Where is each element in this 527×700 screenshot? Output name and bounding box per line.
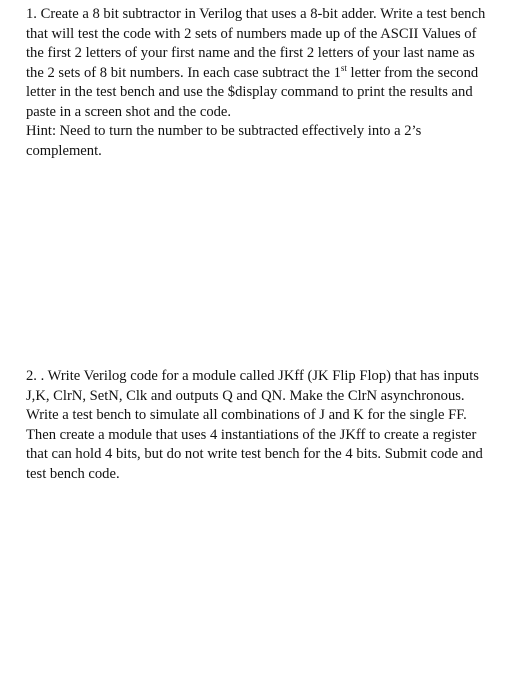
question-2 — [26, 367, 496, 484]
question-1 — [26, 5, 496, 161]
question-2-body: 2. . Write Verilog code for a module called JKff (JK Flip Flop) that has inputs J,K, ClrN, SetN, Clk and outputs Q and QN. Make the ClrN asynchronous. Write a test bench to simulate all combinations of J and K for the single FF. Then create a module that uses 4 instantiations of the JKff to create a register that can hold 4 bits, but do not write test bench for the 4 bits. Submit code and test bench code. — [26, 368, 483, 482]
question-1-text-end: letter from the second letter in the test bench and use the $display command to print the results and paste in a screen shot and the code. — [26, 64, 479, 120]
question-1-hint: Hint: Need to turn the number to be subtracted effectively into a 2’s complement. — [26, 123, 422, 159]
question-1-body — [26, 5, 496, 122]
question-1-text-start: 1. Create a 8 bit subtractor in Verilog that uses a 8-bit adder. Write a test bench that will test the code with 2 sets of numbers made up of the ASCII Values of the first 2 letters of your first name and the first 2 letters of your last name as the 2 sets of 8 bit numbers. In each case subtract the 1 — [26, 6, 486, 81]
ordinal-superscript: st — [340, 62, 347, 73]
